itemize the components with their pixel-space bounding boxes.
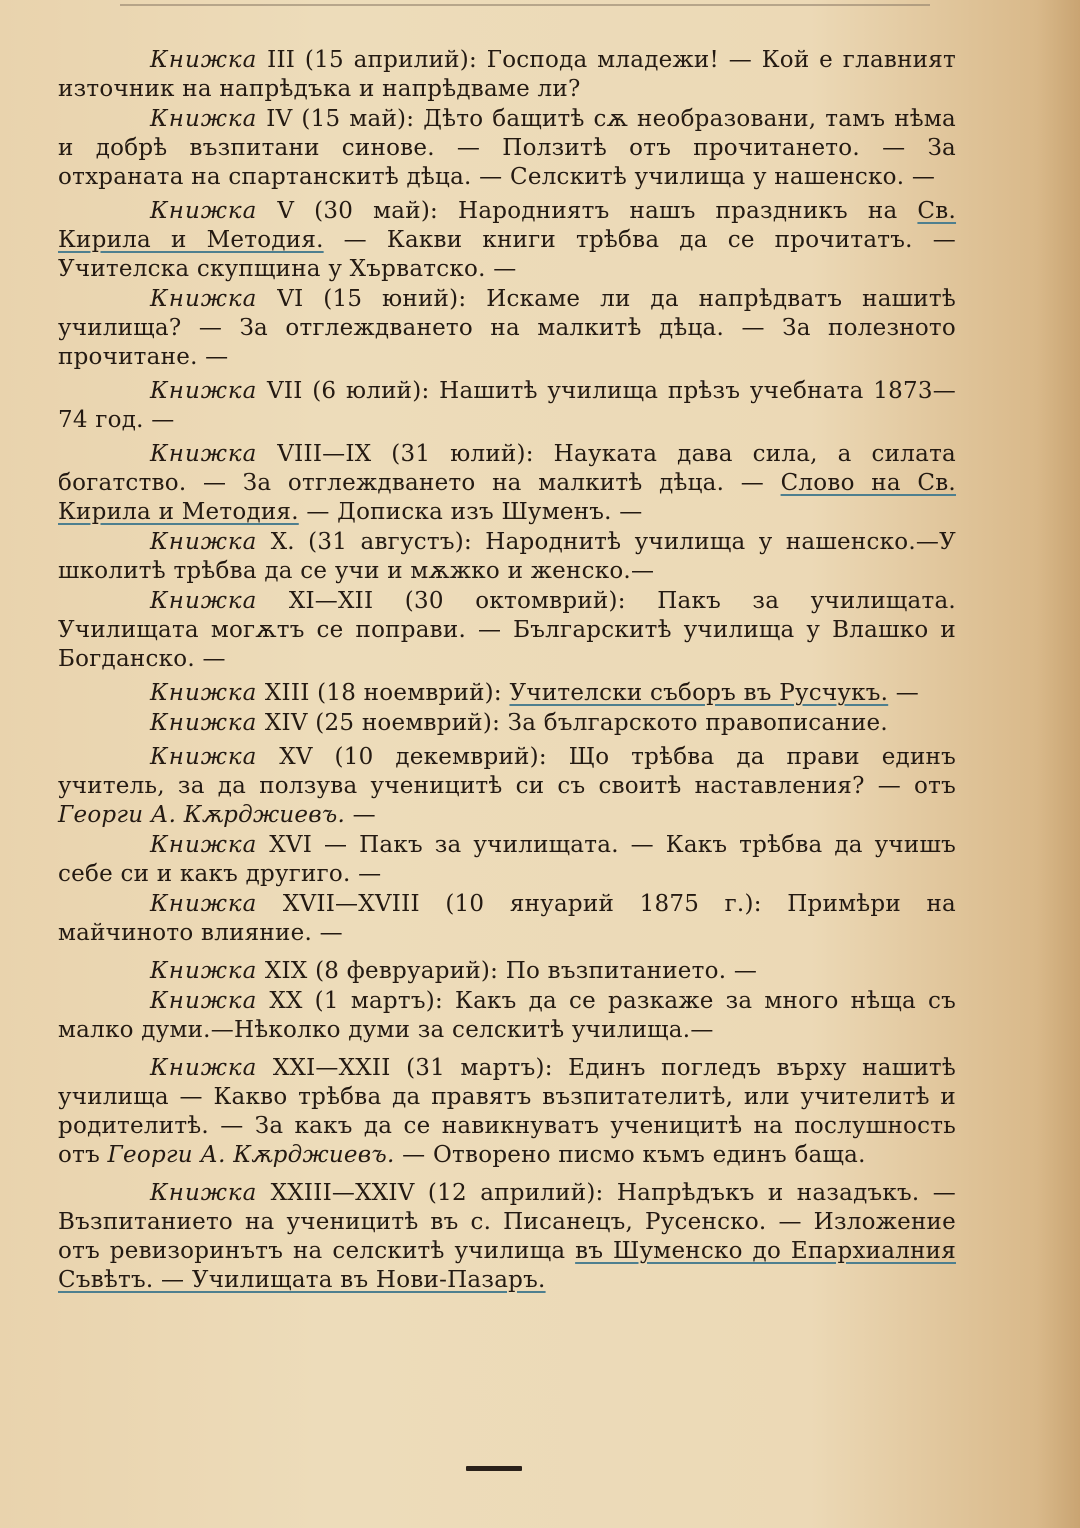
issue-label: Книжка — [150, 988, 258, 1014]
issue-label: Книжка — [150, 286, 258, 312]
issue-label: Книжка — [150, 588, 258, 614]
issue-date: XX (1 мартъ): — [269, 988, 456, 1014]
underlined-text: Св. Кирила и Методия. — [58, 198, 957, 253]
entry-xiv — [58, 709, 956, 738]
entry-text: Какъ да се разкаже за много нѣща съ малко думи.—Нѣколко думи за селскитѣ училища.— — [58, 988, 956, 1043]
entry-text: — — [345, 802, 376, 828]
entry-text: По възпитанието. — — [505, 958, 758, 984]
entry-text: — Дописка изъ Шуменъ. — — [298, 499, 643, 525]
entry-text: — — [888, 680, 919, 706]
entry-text: Пакъ за училищата. — Какъ трѣбва да учишъ себе си и какъ другиго. — — [58, 832, 956, 887]
entry-vii — [58, 377, 956, 435]
entry-text: — Какви книги трѣбва да се прочитатъ. — Учителска скупщина у Хърватско. — — [58, 227, 956, 282]
issue-date: XVI — — [269, 832, 360, 858]
issue-date: XVII—XVIII (10 януарий 1875 г.): — [282, 891, 788, 917]
issue-date: VIII—IX (31 юлий): — [277, 441, 554, 467]
entry-iv — [58, 105, 956, 192]
author-name: Георги А. Кѫрджиевъ. — [58, 802, 346, 828]
entry-xi-xii — [58, 587, 956, 674]
entry-text: Напрѣдъкъ и назадъкъ. — Възпитанието на ученицитѣ въ с. Писанецъ, Русенско. — Изложение отъ ревизоринътъ на селскитѣ училища — [58, 1180, 957, 1264]
entry-v — [58, 197, 956, 284]
entry-text: — Отворено писмо къмъ единъ баща. — [394, 1142, 866, 1168]
issue-label: Книжка — [150, 1180, 258, 1206]
issue-date: III (15 априлий): — [267, 47, 487, 73]
top-rule — [120, 4, 930, 6]
entry-text: Науката дава сила, а силата богатство. — За отглеждването на малкитѣ дѣца. — — [58, 441, 957, 496]
issue-label: Книжка — [150, 680, 258, 706]
entry-xx — [58, 987, 956, 1045]
entry-text: Що трѣбва да прави единъ учитель, за да ползува ученицитѣ си съ своитѣ наставления? — отъ — [58, 744, 957, 799]
issue-label: Книжка — [150, 441, 258, 467]
entry-text: Народнитѣ училища у нашенско.—У школитѣ трѣбва да се учи и мѫжко и женско.— — [58, 529, 956, 584]
issue-date: XXI—XXII (31 мартъ): — [272, 1055, 569, 1081]
issue-label: Книжка — [150, 958, 258, 984]
entry-viii-ix — [58, 440, 956, 527]
issue-date: XIII (18 ноемврий): — [264, 680, 510, 706]
issue-label: Книжка — [150, 1055, 258, 1081]
entry-xvii-xviii — [58, 890, 956, 948]
issue-date: XV (10 декемврий): — [279, 744, 569, 770]
issue-date: VII (6 юлий): — [267, 378, 440, 404]
entry-text: Примѣри на майчиното влияние. — — [58, 891, 956, 946]
issue-label: Книжка — [150, 744, 258, 770]
entry-text: Народниятъ нашъ праздникъ на — [458, 198, 918, 224]
entry-text: За българското правописание. — [507, 710, 888, 736]
issue-date: VI (15 юний): — [277, 286, 487, 312]
entry-text: Единъ погледъ върху нашитѣ училища — Какво трѣбва да правятъ възпитателитѣ, или учителитѣ и родителитѣ. — За какъ да се навикнуватъ ученицитѣ на послушность отъ — [58, 1055, 956, 1168]
entry-iii — [58, 46, 956, 104]
entry-text: Искаме ли да напрѣдватъ нашитѣ училища? — За отглеждването на малкитѣ дѣца. — За полезното прочитане. — — [58, 286, 956, 370]
entry-xxi-xxii — [58, 1054, 956, 1170]
underlined-text: Учителски съборъ въ Русчукъ. — [509, 680, 889, 706]
end-mark — [466, 1466, 522, 1471]
entry-xix — [58, 957, 956, 986]
issue-label: Книжка — [150, 378, 258, 404]
entry-text: Господа младежи! — Кой е главният източник на напрѣдъка и напрѣдваме ли? — [58, 47, 956, 102]
entry-x — [58, 528, 956, 586]
entry-xv — [58, 743, 956, 830]
issue-date: V (30 май): — [277, 198, 459, 224]
issue-date: XIV (25 ноемврий): — [264, 710, 508, 736]
index-list — [58, 46, 956, 1296]
issue-label: Книжка — [150, 891, 258, 917]
issue-date: XI—XII (30 октомврий): — [288, 588, 658, 614]
issue-date: IV (15 май): — [266, 106, 424, 132]
issue-label: Книжка — [150, 47, 258, 73]
underlined-text: въ Шуменско до Епархиалния Съвѣтъ. — Училищата въ Нови-Пазаръ. — [58, 1238, 956, 1293]
issue-label: Книжка — [150, 529, 258, 555]
issue-label: Книжка — [150, 198, 258, 224]
entry-xxiii-xxiv — [58, 1179, 956, 1295]
entry-xiii — [58, 679, 956, 708]
underlined-text: Слово на Св. Кирила и Методия. — [58, 470, 956, 525]
entry-text: Нашитѣ училища прѣзъ учебната 1873—74 год. — — [58, 378, 956, 433]
author-name: Георги А. Кѫрджиевъ. — [107, 1142, 395, 1168]
issue-label: Книжка — [150, 710, 258, 736]
issue-date: XXIII—XXIV (12 априлий): — [270, 1180, 617, 1206]
entry-text: Пакъ за училищата. Училищата могѫтъ се поправи. — Българскитѣ училища у Влашко и Богданско. — — [58, 588, 956, 672]
issue-label: Книжка — [150, 832, 258, 858]
issue-date: XIX (8 февруарий): — [264, 958, 506, 984]
entry-xvi — [58, 831, 956, 889]
entry-text: Дѣто бащитѣ сѫ необразовани, тамъ нѣма и добрѣ възпитани синове. — Ползитѣ отъ прочитането. — За отхраната на спартанскитѣ дѣца. — Селскитѣ училища у нашенско. — — [58, 106, 956, 190]
issue-label: Книжка — [150, 106, 258, 132]
entry-vi — [58, 285, 956, 372]
issue-date: X. (31 августъ): — [270, 529, 486, 555]
